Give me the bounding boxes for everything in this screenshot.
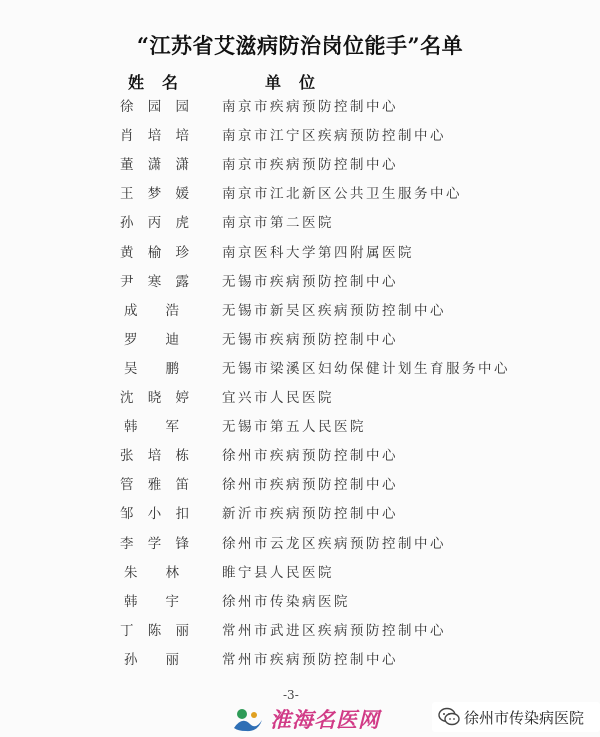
person-unit: 南京市疾病预防控制中心 [222,99,398,115]
list-item [0,444,600,470]
person-unit: 徐州市传染病医院 [222,593,350,610]
list-item [0,502,600,528]
person-name: 张培栋 [120,448,190,465]
person-name: 沈晓婷 [120,390,190,406]
person-name: 韩军 [124,419,180,436]
person-unit: 徐州市疾病预防控制中心 [222,448,398,465]
person-name: 李学锋 [120,535,190,552]
person-name: 王梦媛 [120,186,190,203]
person-unit: 睢宁县人民医院 [222,564,334,581]
person-unit: 南京市第二医院 [222,215,334,232]
person-name: 尹寒露 [120,273,190,290]
person-name: 吴鹏 [124,360,180,377]
list-item [0,561,600,587]
list-item [0,299,600,325]
wechat-account-name: 徐州市传染病医院 [464,709,585,727]
page-title: “江苏省艾滋病防治岗位能手”名单 [136,33,464,58]
list-item [0,386,600,412]
list-item [0,415,600,441]
list-item [0,182,600,208]
list-item [0,328,600,354]
list-item [0,95,600,121]
person-unit: 徐州市疾病预防控制中心 [222,477,398,494]
list-item [0,590,600,616]
person-name: 肖培培 [120,128,190,145]
column-header-name: 姓名 [128,73,197,92]
list-item [0,124,600,150]
person-name: 徐园园 [120,99,190,115]
person-name: 成浩 [124,302,180,319]
huaihai-logo-icon [232,706,264,732]
person-name: 董潇潇 [120,157,190,174]
list-item [0,619,600,645]
watermark-footer [0,700,600,737]
wechat-account-badge[interactable] [432,702,600,732]
person-name: 管雅笛 [120,477,190,494]
person-unit: 无锡市疾病预防控制中心 [222,331,398,348]
list-item [0,357,600,383]
list-item [0,270,600,296]
list-item [0,532,600,558]
column-header-unit: 单位 [265,73,334,92]
list-item [0,153,600,179]
person-name: 罗迪 [124,331,180,348]
person-unit: 徐州市云龙区疾病预防控制中心 [222,535,446,552]
person-name: 丁陈丽 [120,622,190,639]
person-name: 孙丽 [124,651,180,668]
person-name: 韩宇 [124,593,180,610]
logo-text: 淮海名医网 [270,708,380,732]
list-item [0,241,600,267]
person-name: 孙丙虎 [120,215,190,232]
person-name: 朱林 [124,564,180,581]
person-unit: 常州市武进区疾病预防控制中心 [222,622,446,639]
list-item [0,211,600,237]
person-name: 邹小扣 [120,506,190,523]
person-unit: 无锡市新吴区疾病预防控制中心 [222,302,446,319]
person-unit: 无锡市梁溪区妇幼保健计划生育服务中心 [222,360,510,377]
wechat-icon [438,706,460,728]
person-unit: 南京市疾病预防控制中心 [222,157,398,174]
person-unit: 南京市江宁区疾病预防控制中心 [222,128,446,145]
person-unit: 南京医科大学第四附属医院 [222,244,414,261]
person-unit: 宜兴市人民医院 [222,390,334,406]
person-name: 黄榆珍 [120,244,190,261]
person-unit: 新沂市疾病预防控制中心 [222,506,398,523]
person-unit: 无锡市第五人民医院 [222,419,366,436]
person-unit: 南京市江北新区公共卫生服务中心 [222,186,462,203]
person-unit: 常州市疾病预防控制中心 [222,651,398,668]
list-item [0,473,600,499]
person-unit: 无锡市疾病预防控制中心 [222,273,398,290]
list-item [0,648,600,674]
page-number: -3- [283,688,299,702]
